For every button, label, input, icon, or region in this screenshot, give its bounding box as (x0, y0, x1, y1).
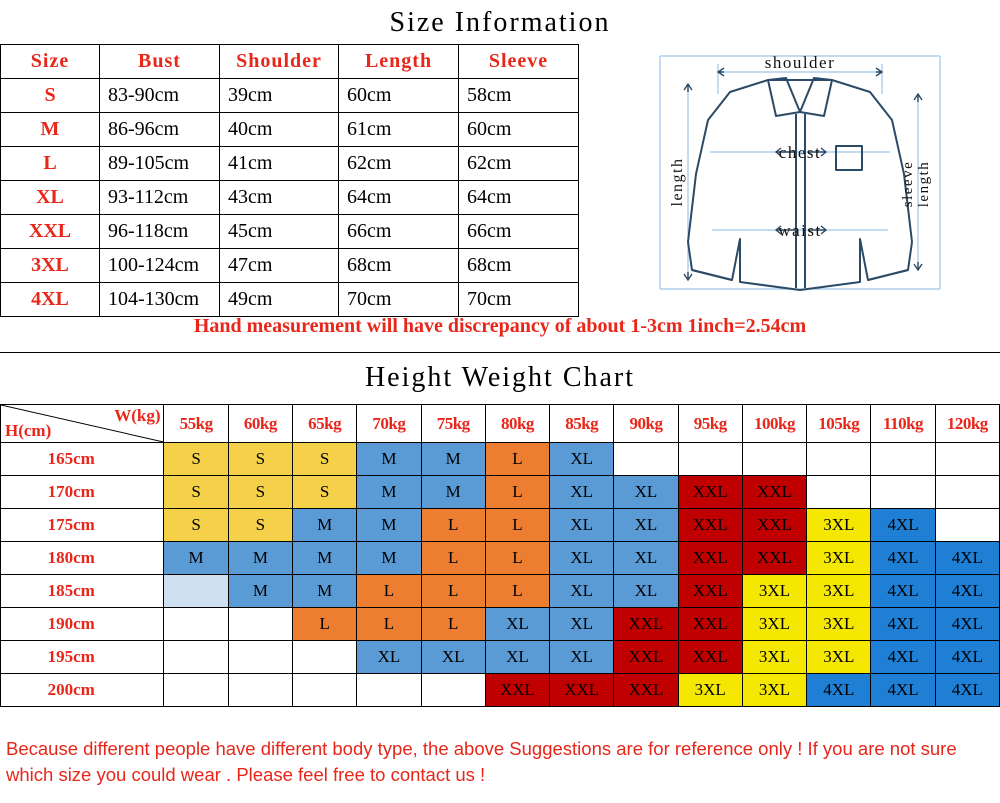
size-header-size: Size (1, 45, 100, 79)
hw-cell: 4XL (871, 509, 935, 542)
hw-height-label: 195cm (1, 641, 164, 674)
hw-cell: XL (614, 509, 678, 542)
hw-cell: 3XL (807, 542, 871, 575)
hw-cell: XL (421, 641, 485, 674)
size-cell-value: 68cm (459, 249, 579, 283)
size-cell-value: 60cm (459, 113, 579, 147)
size-header-length: Length (339, 45, 459, 79)
hw-height-label: 190cm (1, 608, 164, 641)
size-cell-value: 86-96cm (100, 113, 220, 147)
hw-cell (228, 641, 292, 674)
hw-cell: XL (614, 575, 678, 608)
size-cell-value: 96-118cm (100, 215, 220, 249)
label-sleeve: sleeve (900, 160, 916, 208)
size-cell-value: 70cm (459, 283, 579, 317)
size-cell-size: L (1, 147, 100, 181)
hw-weight-header: 110kg (871, 405, 935, 443)
hw-height-label: 180cm (1, 542, 164, 575)
size-cell-size: XL (1, 181, 100, 215)
hw-weight-header: 95kg (678, 405, 742, 443)
hw-cell: XXL (742, 542, 806, 575)
hw-cell: M (421, 443, 485, 476)
hw-cell (935, 443, 999, 476)
hw-cell: XXL (742, 509, 806, 542)
hw-header-row (1, 405, 1000, 443)
hw-cell: L (485, 443, 549, 476)
hw-weight-header: 120kg (935, 405, 999, 443)
hw-row (1, 476, 1000, 509)
size-cell-size: XXL (1, 215, 100, 249)
hw-cell: S (228, 509, 292, 542)
hw-weight-header: 105kg (807, 405, 871, 443)
hw-weight-axis-label: W(kg) (114, 406, 161, 425)
size-cell-value: 47cm (220, 249, 339, 283)
hw-row (1, 674, 1000, 707)
hw-cell: 3XL (742, 608, 806, 641)
hw-cell: XXL (614, 674, 678, 707)
hw-weight-header: 80kg (485, 405, 549, 443)
hw-cell: 4XL (871, 674, 935, 707)
hw-cell: XL (550, 641, 614, 674)
size-table-row (1, 113, 579, 147)
hw-row (1, 608, 1000, 641)
hw-cell: S (293, 476, 357, 509)
hw-cell: 3XL (807, 641, 871, 674)
hw-height-axis-label: H(cm) (5, 421, 52, 440)
hw-cell: L (485, 542, 549, 575)
hw-cell: 4XL (871, 575, 935, 608)
hw-cell: 3XL (678, 674, 742, 707)
hw-cell: L (485, 476, 549, 509)
hw-cell (357, 674, 421, 707)
hw-cell: L (421, 542, 485, 575)
hw-cell: S (228, 476, 292, 509)
size-cell-value: 45cm (220, 215, 339, 249)
hw-cell: 3XL (742, 674, 806, 707)
hw-height-label: 185cm (1, 575, 164, 608)
hw-cell: 3XL (742, 641, 806, 674)
size-cell-value: 41cm (220, 147, 339, 181)
hw-cell: XL (550, 443, 614, 476)
hw-height-label: 200cm (1, 674, 164, 707)
section-divider (0, 352, 1000, 353)
hw-cell: L (485, 575, 549, 608)
hw-cell: M (357, 476, 421, 509)
hw-cell: XL (550, 476, 614, 509)
hw-height-label: 170cm (1, 476, 164, 509)
size-cell-value: 43cm (220, 181, 339, 215)
hw-cell: 3XL (807, 575, 871, 608)
size-cell-value: 49cm (220, 283, 339, 317)
size-table-header-row (1, 45, 579, 79)
hw-row (1, 641, 1000, 674)
size-cell-value: 66cm (459, 215, 579, 249)
hw-cell (742, 443, 806, 476)
hw-cell: L (485, 509, 549, 542)
height-weight-table (0, 404, 1000, 707)
hw-cell: XXL (485, 674, 549, 707)
hw-cell: XXL (678, 608, 742, 641)
hw-cell: S (293, 443, 357, 476)
hw-cell (164, 674, 228, 707)
size-header-shoulder: Shoulder (220, 45, 339, 79)
label-length: length (669, 157, 686, 207)
size-header-bust: Bust (100, 45, 220, 79)
hw-weight-header: 65kg (293, 405, 357, 443)
hw-corner-cell (1, 405, 164, 443)
hw-row (1, 509, 1000, 542)
hw-cell: XXL (678, 476, 742, 509)
hw-cell: L (421, 575, 485, 608)
hw-height-label: 175cm (1, 509, 164, 542)
size-cell-size: 4XL (1, 283, 100, 317)
size-table-row (1, 79, 579, 113)
size-table-row (1, 249, 579, 283)
hw-weight-header: 85kg (550, 405, 614, 443)
shirt-diagram (600, 34, 1000, 312)
hw-cell (164, 575, 228, 608)
hw-cell (293, 674, 357, 707)
hw-cell: XXL (742, 476, 806, 509)
hw-cell: XXL (678, 575, 742, 608)
label-waist: waist (778, 221, 822, 240)
size-information-section (0, 0, 1000, 355)
hw-cell: XXL (678, 509, 742, 542)
hw-weight-header: 60kg (228, 405, 292, 443)
label-chest: chest (778, 143, 822, 162)
hw-cell: S (164, 509, 228, 542)
hw-cell: M (357, 509, 421, 542)
hw-cell (935, 509, 999, 542)
hw-cell (228, 608, 292, 641)
bottom-disclaimer: Because different people have different body type, the above Suggestions are for reference only ! If you are not sure which size you could wear . Please feel free to contact us ! (6, 738, 957, 785)
size-table-row (1, 283, 579, 317)
hw-cell: L (421, 608, 485, 641)
hw-row (1, 443, 1000, 476)
size-cell-value: 70cm (339, 283, 459, 317)
size-cell-value: 39cm (220, 79, 339, 113)
hw-cell: 4XL (871, 608, 935, 641)
hw-cell: 4XL (935, 674, 999, 707)
hw-cell (871, 476, 935, 509)
size-cell-size: 3XL (1, 249, 100, 283)
hw-cell: XL (550, 608, 614, 641)
hw-cell (935, 476, 999, 509)
size-cell-value: 93-112cm (100, 181, 220, 215)
size-cell-value: 60cm (339, 79, 459, 113)
hw-cell: M (164, 542, 228, 575)
hw-cell: XXL (678, 542, 742, 575)
size-cell-value: 89-105cm (100, 147, 220, 181)
label-sleeve-length: length (916, 160, 932, 208)
hw-cell: M (357, 443, 421, 476)
size-cell-value: 68cm (339, 249, 459, 283)
hw-cell: M (421, 476, 485, 509)
hw-cell (164, 641, 228, 674)
hw-cell: XXL (678, 641, 742, 674)
hw-cell: XL (357, 641, 421, 674)
size-cell-value: 104-130cm (100, 283, 220, 317)
size-information-table (0, 44, 579, 317)
hw-cell: L (357, 608, 421, 641)
hw-cell (807, 476, 871, 509)
hw-cell: 4XL (935, 641, 999, 674)
size-cell-value: 62cm (459, 147, 579, 181)
hw-cell: S (164, 443, 228, 476)
hw-weight-header: 90kg (614, 405, 678, 443)
hw-cell: 4XL (935, 575, 999, 608)
hw-cell: S (164, 476, 228, 509)
height-weight-title: Height Weight Chart (364, 362, 636, 393)
hw-cell: S (228, 443, 292, 476)
hw-cell: L (357, 575, 421, 608)
hw-cell: XL (614, 542, 678, 575)
hw-row (1, 575, 1000, 608)
label-shoulder: shoulder (764, 53, 836, 72)
hw-cell: M (293, 509, 357, 542)
size-cell-value: 64cm (339, 181, 459, 215)
size-cell-size: M (1, 113, 100, 147)
hw-cell: XXL (550, 674, 614, 707)
hw-cell (614, 443, 678, 476)
hw-cell: L (293, 608, 357, 641)
hw-cell: 4XL (871, 641, 935, 674)
size-cell-value: 83-90cm (100, 79, 220, 113)
size-table-row (1, 181, 579, 215)
hw-cell: M (357, 542, 421, 575)
hw-cell: XL (614, 476, 678, 509)
hw-cell (164, 608, 228, 641)
hw-cell: 4XL (807, 674, 871, 707)
hw-cell (421, 674, 485, 707)
hw-cell: 3XL (742, 575, 806, 608)
size-cell-value: 58cm (459, 79, 579, 113)
size-cell-value: 62cm (339, 147, 459, 181)
hw-cell: M (228, 542, 292, 575)
size-cell-value: 40cm (220, 113, 339, 147)
hw-cell: M (293, 575, 357, 608)
hw-weight-header: 75kg (421, 405, 485, 443)
size-table-row (1, 215, 579, 249)
hw-cell (807, 443, 871, 476)
hw-row (1, 542, 1000, 575)
hw-height-label: 165cm (1, 443, 164, 476)
size-information-title: Size Information (389, 7, 611, 38)
hw-cell: XL (485, 608, 549, 641)
hw-cell: 4XL (871, 542, 935, 575)
hw-cell: M (293, 542, 357, 575)
hw-cell: XXL (614, 608, 678, 641)
hw-cell: L (421, 509, 485, 542)
hw-cell: XL (550, 542, 614, 575)
hw-cell: XL (550, 509, 614, 542)
hw-cell (871, 443, 935, 476)
hw-cell (293, 641, 357, 674)
size-table-row (1, 147, 579, 181)
hw-weight-header: 70kg (357, 405, 421, 443)
size-cell-value: 64cm (459, 181, 579, 215)
hw-cell: XXL (614, 641, 678, 674)
hw-cell (678, 443, 742, 476)
hw-weight-header: 100kg (742, 405, 806, 443)
hw-weight-header: 55kg (164, 405, 228, 443)
hw-cell: 4XL (935, 542, 999, 575)
hw-cell: 3XL (807, 509, 871, 542)
size-header-sleeve: Sleeve (459, 45, 579, 79)
hw-cell: 4XL (935, 608, 999, 641)
hw-cell: XL (485, 641, 549, 674)
size-cell-size: S (1, 79, 100, 113)
hw-cell: XL (550, 575, 614, 608)
hw-cell: M (228, 575, 292, 608)
hw-cell: 3XL (807, 608, 871, 641)
size-cell-value: 66cm (339, 215, 459, 249)
hw-cell (228, 674, 292, 707)
size-cell-value: 100-124cm (100, 249, 220, 283)
measurement-note: Hand measurement will have discrepancy of about 1-3cm 1inch=2.54cm (193, 315, 807, 337)
size-cell-value: 61cm (339, 113, 459, 147)
